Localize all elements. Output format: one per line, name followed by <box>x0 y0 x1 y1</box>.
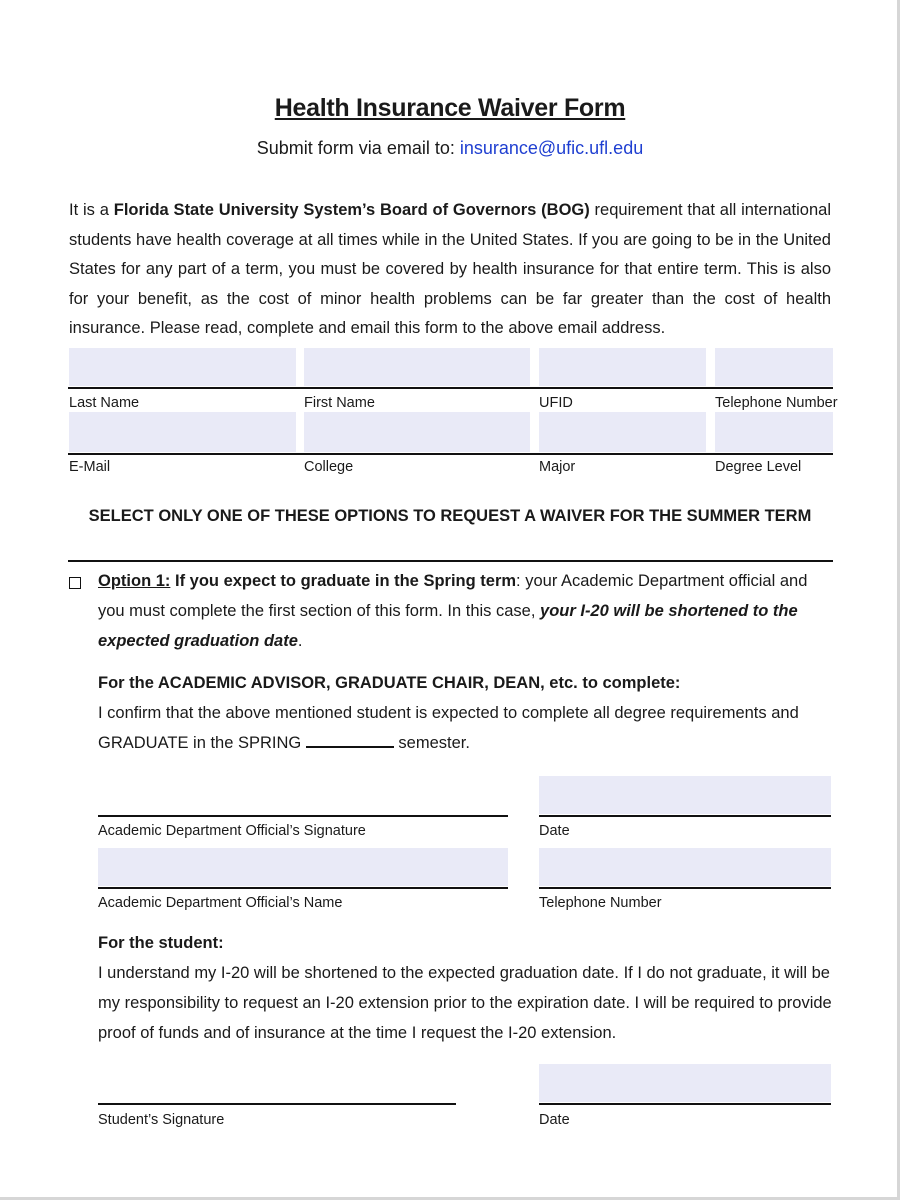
official-telephone-label: Telephone Number <box>539 895 662 911</box>
option1-period: . <box>297 632 303 650</box>
submit-email-link[interactable]: insurance@ufic.ufl.edu <box>459 138 644 158</box>
advisor-date-field[interactable] <box>539 776 831 814</box>
advisor-heading: For the ACADEMIC ADVISOR, GRADUATE CHAIR, DEAN, etc. to complete: <box>98 674 681 692</box>
option1-emphasis: your I-20 will be shortened to the expected graduation date <box>98 602 798 650</box>
degree-level-field[interactable] <box>715 412 833 452</box>
official-name-label: Academic Department Official’s Name <box>98 895 343 911</box>
official-telephone-field[interactable] <box>539 848 831 886</box>
major-field[interactable] <box>539 412 706 452</box>
confirm-start: I confirm that the above mentioned student is expected to complete all degree requirements and GRADUATE in the SPRING <box>98 704 799 752</box>
college-field[interactable] <box>304 412 530 452</box>
label-major: Major <box>539 459 576 475</box>
confirm-end: semester. <box>393 734 470 752</box>
ufid-field[interactable] <box>539 348 706 386</box>
graduation-year-blank[interactable] <box>306 732 394 748</box>
advisor-confirmation <box>98 698 833 758</box>
option1-label: Option 1: <box>98 572 171 590</box>
label-telephone: Telephone Number <box>715 395 838 411</box>
label-first-name: First Name <box>304 395 375 411</box>
option1-condition: If you expect to graduate in the Spring term <box>170 572 517 590</box>
option1-checkbox[interactable] <box>69 577 81 589</box>
official-telephone-line <box>539 887 831 889</box>
official-signature-line[interactable] <box>98 815 508 817</box>
last-name-field[interactable] <box>69 348 296 386</box>
student-signature-line[interactable] <box>98 1103 456 1105</box>
intro-bog: Florida State University System’s Board of Governors (BOG) <box>113 201 590 219</box>
row2-rule <box>68 453 833 455</box>
first-name-field[interactable] <box>304 348 530 386</box>
label-last-name: Last Name <box>69 395 140 411</box>
section-rule <box>68 560 833 562</box>
official-signature-label: Academic Department Official’s Signature <box>98 823 366 839</box>
official-name-field[interactable] <box>98 848 508 886</box>
student-heading: For the student: <box>98 934 224 952</box>
label-college: College <box>304 459 354 475</box>
student-signature-label: Student’s Signature <box>98 1112 225 1128</box>
advisor-date-label: Date <box>539 823 570 839</box>
submit-instruction <box>0 138 900 159</box>
advisor-date-line <box>539 815 831 817</box>
student-date-label: Date <box>539 1112 570 1128</box>
official-name-line <box>98 887 508 889</box>
intro-paragraph <box>69 196 831 344</box>
option1-text <box>98 566 833 656</box>
submit-prefix: Submit form via email to: <box>256 138 460 158</box>
student-statement: I understand my I-20 will be shortened to the expected graduation date. If I do not graduate, it will be my responsibility to request an I-20 extension prior to the expiration date. I will be required to provide proof of funds and of insurance at the time I request the I-20 extension. <box>98 964 832 1042</box>
option1-body: : your Academic Department official and you must complete the first section of this form. In this case, <box>98 572 808 620</box>
student-date-field[interactable] <box>539 1064 831 1102</box>
label-degree-level: Degree Level <box>715 459 802 475</box>
intro-rest: requirement that all international students have health coverage at all times while in the United States. If you are going to be in the United States for any part of a term, you must be covered by health insurance for that entire term. This is also for your benefit, as the cost of minor health problems can be far greater than the cost of health insurance. Please read, complete and email this form to the above email address. <box>69 201 831 337</box>
telephone-field[interactable] <box>715 348 833 386</box>
intro-lead: It is a <box>69 201 114 219</box>
student-date-line <box>539 1103 831 1105</box>
row1-rule <box>68 387 833 389</box>
form-title: Health Insurance Waiver Form <box>274 94 626 122</box>
label-email: E-Mail <box>69 459 111 475</box>
label-ufid: UFID <box>539 395 573 411</box>
section-heading: SELECT ONLY ONE OF THESE OPTIONS TO REQUEST A WAIVER FOR THE SUMMER TERM <box>88 507 812 525</box>
email-field[interactable] <box>69 412 296 452</box>
